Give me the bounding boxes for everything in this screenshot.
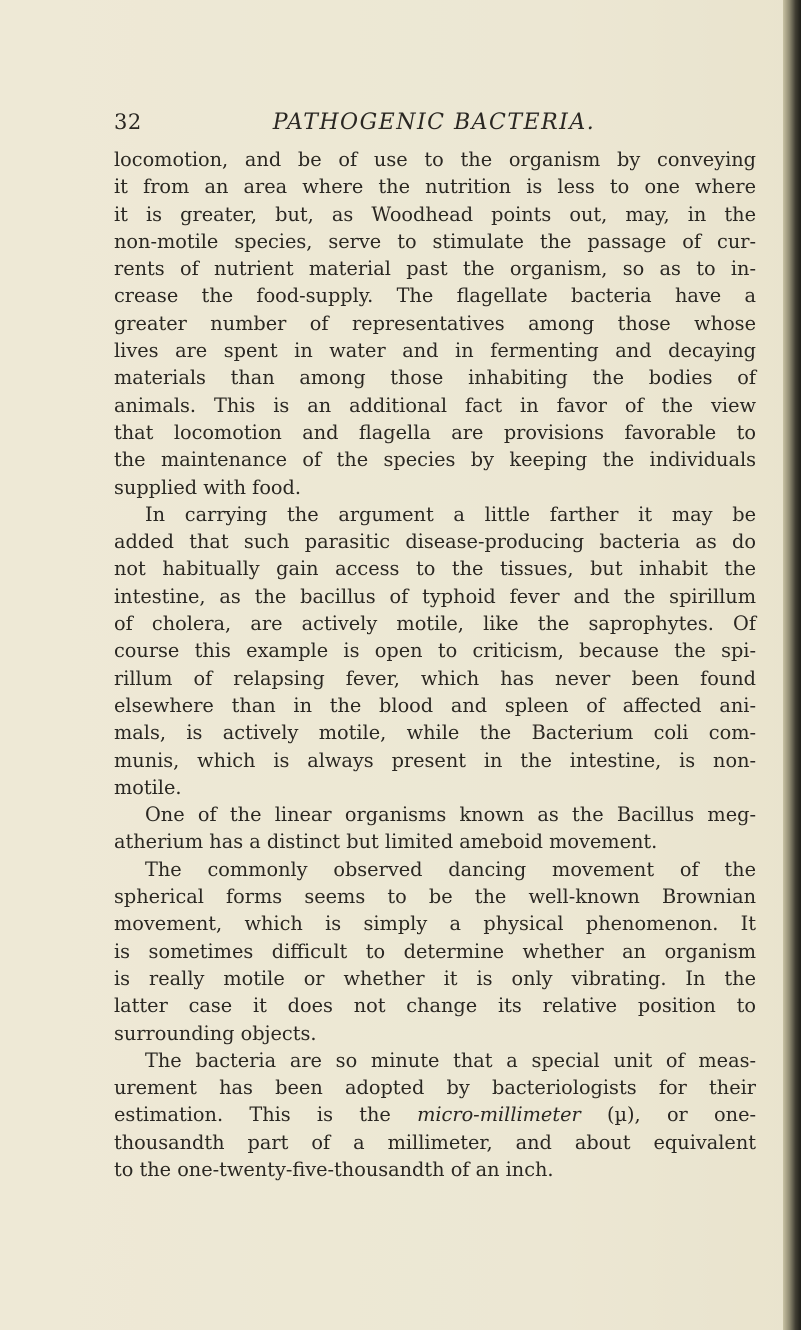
text-line: The bacteria are so minute that a special unit of meas- bbox=[145, 1048, 756, 1072]
text-line: is sometimes difficult to determine whether an organism bbox=[114, 939, 756, 963]
text-segment: (µ), or one- bbox=[580, 1103, 756, 1127]
text-line: locomotion, and be of use to the organism by conveying bbox=[114, 148, 756, 171]
text-line: elsewhere than in the blood and spleen of affected ani- bbox=[114, 693, 756, 717]
text-line: thousandth part of a millimeter, and about equivalent bbox=[114, 1130, 756, 1154]
page-number: 32 bbox=[114, 110, 142, 134]
running-title: PATHOGENIC BACTERIA. bbox=[272, 110, 596, 135]
text-line: supplied with food. bbox=[114, 475, 302, 499]
text-line: The commonly observed dancing movement of the bbox=[145, 857, 756, 881]
text-line: added that such parasitic disease-producing bacteria as do bbox=[114, 530, 756, 554]
text-line: it from an area where the nutrition is less to one where bbox=[114, 175, 756, 199]
text-line: that locomotion and flagella are provisions favorable to bbox=[114, 420, 756, 444]
text-line: greater number of representatives among those whose bbox=[114, 311, 756, 335]
text-line: spherical forms seems to be the well-known Brownian bbox=[114, 885, 756, 909]
text-line: course this example is open to criticism, because the spi- bbox=[114, 639, 756, 663]
text-line: to the one-twenty-five-thousandth of an inch. bbox=[114, 1157, 554, 1181]
text-segment: estimation. This is the bbox=[114, 1103, 418, 1127]
text-line: is really motile or whether it is only vibrating. In the bbox=[114, 966, 756, 990]
text-line: of cholera, are actively motile, like the saprophytes. Of bbox=[114, 612, 756, 636]
body-text bbox=[114, 146, 756, 1183]
text-line: the maintenance of the species by keeping the individuals bbox=[114, 448, 756, 472]
page-edge-shadow bbox=[783, 0, 801, 1330]
text-line: materials than among those inhabiting the bodies of bbox=[114, 366, 756, 390]
text-line: surrounding objects. bbox=[114, 1021, 317, 1045]
text-line: rents of nutrient material past the organism, so as to in- bbox=[114, 257, 756, 281]
text-line: munis, which is always present in the intestine, is non- bbox=[114, 748, 756, 772]
text-line: mals, is actively motile, while the Bacterium coli com- bbox=[114, 721, 756, 745]
text-line bbox=[114, 1101, 756, 1128]
text-line: atherium has a distinct but limited ameboid movement. bbox=[114, 830, 658, 854]
text-line: it is greater, but, as Woodhead points out, may, in the bbox=[114, 202, 756, 226]
text-line: latter case it does not change its relative position to bbox=[114, 994, 756, 1018]
text-line: rillum of relapsing fever, which has never been found bbox=[114, 666, 756, 690]
text-line: animals. This is an additional fact in favor of the view bbox=[114, 393, 756, 417]
text-line: In carrying the argument a little farther it may be bbox=[145, 502, 756, 526]
page-header bbox=[114, 110, 754, 140]
text-line: lives are spent in water and in fermenting and decaying bbox=[114, 339, 756, 363]
text-line: intestine, as the bacillus of typhoid fever and the spirillum bbox=[114, 584, 756, 608]
text-line: motile. bbox=[114, 775, 182, 799]
text-line: movement, which is simply a physical phenomenon. It bbox=[114, 912, 756, 936]
italic-term: micro-millimeter bbox=[417, 1103, 581, 1127]
text-line: non-motile species, serve to stimulate the passage of cur- bbox=[114, 229, 756, 253]
text-line: One of the linear organisms known as the Bacillus meg- bbox=[145, 803, 756, 827]
text-line: not habitually gain access to the tissues, but inhabit the bbox=[114, 557, 756, 581]
text-line: crease the food-supply. The flagellate bacteria have a bbox=[114, 284, 756, 308]
text-line: urement has been adopted by bacteriologists for their bbox=[114, 1076, 756, 1100]
